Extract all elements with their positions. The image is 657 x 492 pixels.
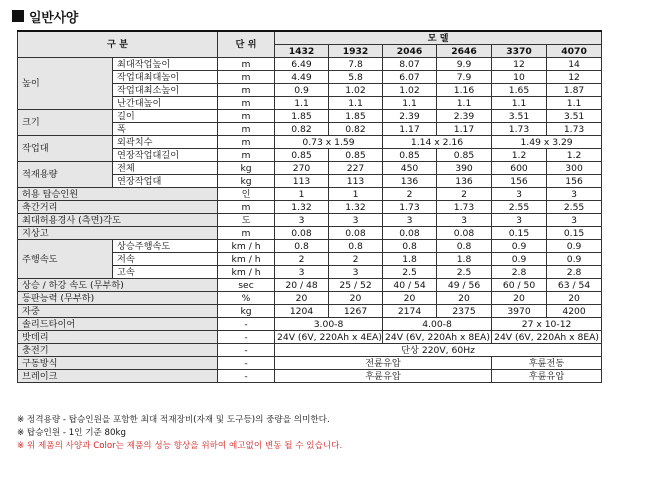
cell: 0.08 <box>329 227 383 240</box>
table-row <box>18 188 602 201</box>
cell: 0.08 <box>437 227 492 240</box>
cell: 156 <box>492 175 547 188</box>
cell: 300 <box>547 162 602 175</box>
row-unit: - <box>218 370 275 383</box>
row-unit: - <box>218 318 275 331</box>
row-group: 크기 <box>18 110 113 136</box>
row-unit: 도 <box>218 214 275 227</box>
row-unit: % <box>218 292 275 305</box>
row-unit: m <box>218 136 275 149</box>
row-unit: 인 <box>218 188 275 201</box>
cell: 1 <box>329 188 383 201</box>
cell: 4.00-8 <box>383 318 492 331</box>
cell: 0.9 <box>547 253 602 266</box>
row-item: 작업대최소높이 <box>113 84 218 97</box>
cell: 0.85 <box>383 149 437 162</box>
cell: 20 <box>329 292 383 305</box>
cell: 20 / 48 <box>275 279 329 292</box>
cell: 3 <box>275 266 329 279</box>
cell: 8.07 <box>383 58 437 71</box>
cell: 0.82 <box>275 123 329 136</box>
cell: 12 <box>492 58 547 71</box>
cell: 450 <box>383 162 437 175</box>
cell: 1204 <box>275 305 329 318</box>
cell: 1.73 <box>547 123 602 136</box>
row-group: 주행속도 <box>18 240 113 279</box>
cell: 0.8 <box>275 240 329 253</box>
cell: 1.85 <box>275 110 329 123</box>
cell: 1.1 <box>275 97 329 110</box>
row-group: 밧데리 <box>18 331 218 344</box>
model-header: 1932 <box>329 45 383 58</box>
cell: 1.73 <box>437 201 492 214</box>
row-unit: kg <box>218 175 275 188</box>
row-item: 폭 <box>113 123 218 136</box>
table-row <box>18 279 602 292</box>
cell: 24V (6V, 220Ah x 8EA) <box>492 331 602 344</box>
cell: 1.1 <box>492 97 547 110</box>
cell: 20 <box>492 292 547 305</box>
cell: 1267 <box>329 305 383 318</box>
cell: 1.2 <box>547 149 602 162</box>
cell: 2.5 <box>383 266 437 279</box>
cell: 3 <box>547 214 602 227</box>
cell: 136 <box>437 175 492 188</box>
cell: 5.8 <box>329 71 383 84</box>
footnote: ※ 탑승인원 - 1인 기준 80kg <box>17 428 126 438</box>
row-group: 자중 <box>18 305 218 318</box>
cell: 2.55 <box>492 201 547 214</box>
cell: 49 / 56 <box>437 279 492 292</box>
table-row <box>18 305 602 318</box>
row-unit: km / h <box>218 253 275 266</box>
cell: 0.08 <box>275 227 329 240</box>
cell: 1.65 <box>492 84 547 97</box>
row-group: 브레이크 <box>18 370 218 383</box>
header-unit: 단 위 <box>218 31 275 58</box>
row-item: 연장작업대 <box>113 175 218 188</box>
row-group: 지상고 <box>18 227 218 240</box>
cell: 1.73 <box>383 201 437 214</box>
cell: 3 <box>437 214 492 227</box>
cell: 1.8 <box>437 253 492 266</box>
cell: 1.02 <box>329 84 383 97</box>
row-unit: m <box>218 227 275 240</box>
cell: 3.51 <box>547 110 602 123</box>
row-unit: m <box>218 201 275 214</box>
cell: 2 <box>383 188 437 201</box>
cell: 1.1 <box>383 97 437 110</box>
cell: 20 <box>547 292 602 305</box>
table-row <box>18 292 602 305</box>
model-header: 4070 <box>547 45 602 58</box>
cell: 20 <box>437 292 492 305</box>
row-item: 전체 <box>113 162 218 175</box>
cell: 1.1 <box>547 97 602 110</box>
cell: 후륜유압 <box>492 370 602 383</box>
cell: 1.32 <box>329 201 383 214</box>
cell: 20 <box>383 292 437 305</box>
row-item: 저속 <box>113 253 218 266</box>
cell: 12 <box>547 71 602 84</box>
row-group: 충전기 <box>18 344 218 357</box>
table-row <box>18 318 602 331</box>
row-unit: m <box>218 58 275 71</box>
cell: 113 <box>329 175 383 188</box>
cell: 27 x 10-12 <box>492 318 602 331</box>
cell: 2375 <box>437 305 492 318</box>
table-row <box>18 331 602 344</box>
cell: 136 <box>383 175 437 188</box>
table-row <box>18 357 602 370</box>
cell: 2 <box>437 188 492 201</box>
cell: 3 <box>329 266 383 279</box>
cell: 1.16 <box>437 84 492 97</box>
cell: 0.9 <box>492 240 547 253</box>
cell: 1.2 <box>492 149 547 162</box>
cell: 3 <box>492 188 547 201</box>
row-item: 외곽치수 <box>113 136 218 149</box>
row-group: 작업대 <box>18 136 113 162</box>
row-group: 최대허용경사 (측면)각도 <box>18 214 218 227</box>
table-row <box>18 136 602 149</box>
cell: 3 <box>492 214 547 227</box>
row-unit: - <box>218 344 275 357</box>
cell: 2 <box>275 253 329 266</box>
cell: 전륜유압 <box>275 357 492 370</box>
cell: 25 / 52 <box>329 279 383 292</box>
cell: 4200 <box>547 305 602 318</box>
cell: 113 <box>275 175 329 188</box>
row-item: 난간대높이 <box>113 97 218 110</box>
model-header: 2646 <box>437 45 492 58</box>
section-title <box>12 6 78 26</box>
cell: 4.49 <box>275 71 329 84</box>
row-unit: kg <box>218 305 275 318</box>
cell: 후륜전동 <box>492 357 602 370</box>
row-group: 등판능력 (무부하) <box>18 292 218 305</box>
model-header: 3370 <box>492 45 547 58</box>
cell: 2.39 <box>437 110 492 123</box>
cell: 2.39 <box>383 110 437 123</box>
row-unit: - <box>218 357 275 370</box>
cell: 0.8 <box>437 240 492 253</box>
cell: 2.55 <box>547 201 602 214</box>
row-unit: m <box>218 97 275 110</box>
cell: 0.08 <box>383 227 437 240</box>
row-item: 상승주행속도 <box>113 240 218 253</box>
row-unit: m <box>218 84 275 97</box>
row-item: 고속 <box>113 266 218 279</box>
row-group: 허용 탑승인원 <box>18 188 218 201</box>
row-unit: km / h <box>218 240 275 253</box>
cell: 24V (6V, 220Ah x 8EA) <box>383 331 492 344</box>
cell: 1.17 <box>383 123 437 136</box>
row-unit: m <box>218 123 275 136</box>
row-group: 솔리드타이어 <box>18 318 218 331</box>
cell: 0.9 <box>547 240 602 253</box>
cell: 40 / 54 <box>383 279 437 292</box>
cell: 3 <box>383 214 437 227</box>
row-item: 연장작업대길이 <box>113 149 218 162</box>
cell: 24V (6V, 220Ah x 4EA) <box>275 331 383 344</box>
cell: 3.00-8 <box>275 318 383 331</box>
cell: 270 <box>275 162 329 175</box>
cell: 9.9 <box>437 58 492 71</box>
cell: 7.8 <box>329 58 383 71</box>
cell: 2 <box>329 253 383 266</box>
cell: 2174 <box>383 305 437 318</box>
cell: 20 <box>275 292 329 305</box>
row-unit: sec <box>218 279 275 292</box>
cell: 0.73 x 1.59 <box>275 136 383 149</box>
cell: 1.87 <box>547 84 602 97</box>
cell: 1.8 <box>383 253 437 266</box>
row-group: 상승 / 하강 속도 (무부하) <box>18 279 218 292</box>
row-group: 적재용량 <box>18 162 113 188</box>
model-header: 1432 <box>275 45 329 58</box>
row-group: 구동방식 <box>18 357 218 370</box>
cell: 2.8 <box>547 266 602 279</box>
table-row <box>18 214 602 227</box>
cell: 단상 220V, 60Hz <box>275 344 602 357</box>
cell: 7.9 <box>437 71 492 84</box>
model-header: 2046 <box>383 45 437 58</box>
cell: 0.9 <box>275 84 329 97</box>
cell: 0.8 <box>383 240 437 253</box>
cell: 0.85 <box>437 149 492 162</box>
cell: 1.1 <box>437 97 492 110</box>
cell: 1.49 x 3.29 <box>492 136 602 149</box>
table-row <box>18 240 602 253</box>
cell: 600 <box>492 162 547 175</box>
row-unit: kg <box>218 162 275 175</box>
table-row <box>18 58 602 71</box>
cell: 0.85 <box>329 149 383 162</box>
cell: 3.51 <box>492 110 547 123</box>
row-group: 축간거리 <box>18 201 218 214</box>
cell: 1 <box>275 188 329 201</box>
cell: 227 <box>329 162 383 175</box>
cell: 60 / 50 <box>492 279 547 292</box>
footnotes <box>17 414 342 453</box>
cell: 0.9 <box>492 253 547 266</box>
cell: 1.85 <box>329 110 383 123</box>
cell: 1.02 <box>383 84 437 97</box>
cell: 2.8 <box>492 266 547 279</box>
cell: 6.49 <box>275 58 329 71</box>
cell: 1.73 <box>492 123 547 136</box>
cell: 0.8 <box>329 240 383 253</box>
cell: 1.14 x 2.16 <box>383 136 492 149</box>
cell: 0.85 <box>275 149 329 162</box>
table-row <box>18 344 602 357</box>
row-item: 최대작업높이 <box>113 58 218 71</box>
cell: 3 <box>275 214 329 227</box>
cell: 63 / 54 <box>547 279 602 292</box>
cell: 156 <box>547 175 602 188</box>
table-row <box>18 370 602 383</box>
row-unit: m <box>218 110 275 123</box>
row-group: 높이 <box>18 58 113 110</box>
cell: 1.17 <box>437 123 492 136</box>
cell: 6.07 <box>383 71 437 84</box>
row-item: 길이 <box>113 110 218 123</box>
header-row <box>18 31 602 45</box>
cell: 3970 <box>492 305 547 318</box>
cell: 후륜유압 <box>275 370 492 383</box>
cell: 0.82 <box>329 123 383 136</box>
row-item: 작업대최대높이 <box>113 71 218 84</box>
row-unit: km / h <box>218 266 275 279</box>
table-row <box>18 162 602 175</box>
footnote: ※ 정격용량 - 탑승인원을 포함한 최대 적재장비(자재 및 도구등)의 중량을 의미한다. <box>17 415 330 425</box>
cell: 1.32 <box>275 201 329 214</box>
section-title-text: 일반사양 <box>29 10 79 26</box>
cell: 10 <box>492 71 547 84</box>
row-unit: - <box>218 331 275 344</box>
row-unit: m <box>218 149 275 162</box>
table-row <box>18 201 602 214</box>
cell: 0.15 <box>492 227 547 240</box>
cell: 3 <box>329 214 383 227</box>
header-category: 구 분 <box>18 31 218 58</box>
cell: 14 <box>547 58 602 71</box>
table-row <box>18 227 602 240</box>
table-row <box>18 110 602 123</box>
cell: 2.5 <box>437 266 492 279</box>
footnote-warning: ※ 위 제품의 사양과 Color는 제품의 성능 향상을 위하여 예고없이 변동 될 수 있습니다. <box>17 441 343 451</box>
header-model: 모 델 <box>275 31 602 45</box>
cell: 3 <box>547 188 602 201</box>
spec-table <box>17 30 602 383</box>
cell: 0.15 <box>547 227 602 240</box>
cell: 390 <box>437 162 492 175</box>
title-square-icon <box>12 10 24 22</box>
row-unit: m <box>218 71 275 84</box>
cell: 1.1 <box>329 97 383 110</box>
